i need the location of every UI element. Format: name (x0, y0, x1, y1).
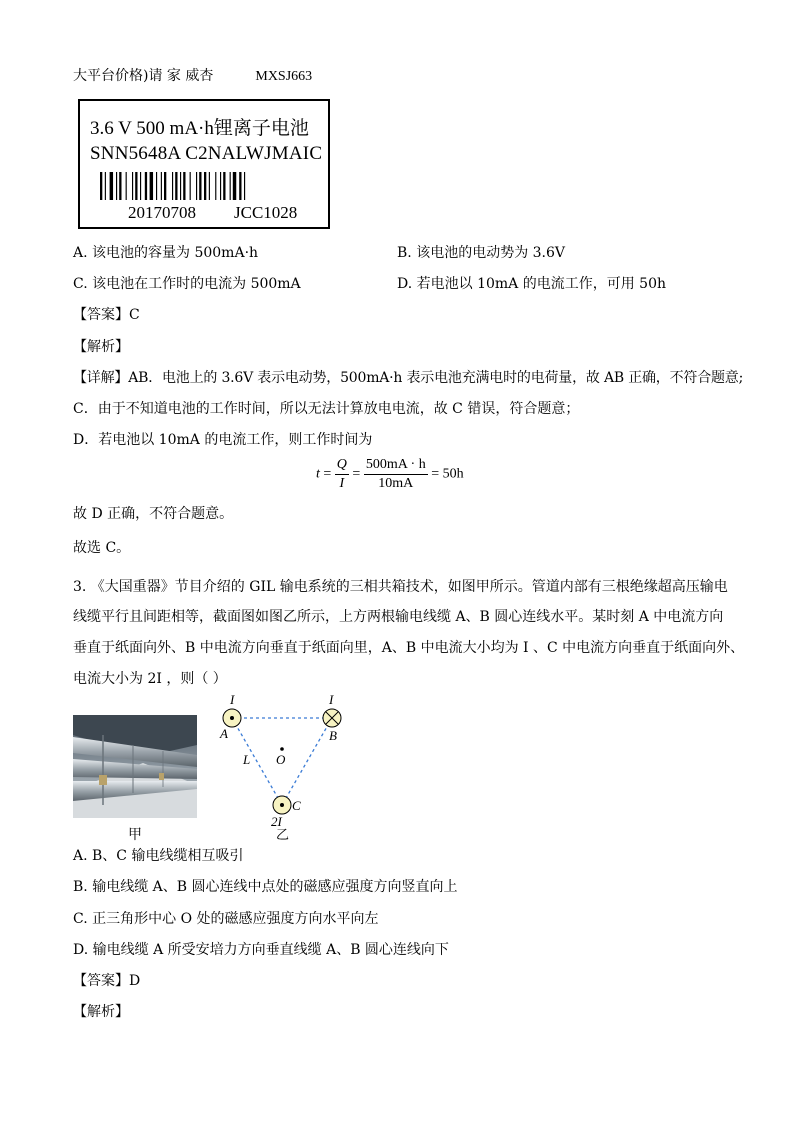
q2-formula: t = $\frac{Q}{I}$ = $\frac{500mA \cdot h}{10mA}$ = 50h (316, 457, 464, 491)
q3-stem-4: 电流大小为 2I ，则（ ） (73, 671, 227, 687)
formula-result: = 50h (431, 466, 464, 482)
current-a-label: I (230, 692, 235, 707)
cable-c-dot-icon (280, 803, 284, 807)
side-ac-line (232, 718, 282, 805)
battery-label-line1: 3.6 V 500 mA·h锂离子电池 (90, 118, 309, 139)
battery-label-date: 20170708 (128, 203, 196, 222)
q2-option-a: A. 该电池的容量为 500mA·h (73, 245, 259, 261)
q2-option-c: C. 该电池在工作时的电流为 500mA (73, 276, 301, 292)
figure-jia-caption: 甲 (128, 827, 142, 843)
formula-numerator: 500mA · h (364, 456, 428, 475)
side-bc-line (282, 718, 332, 805)
length-l-label: L (243, 752, 251, 767)
q2-detail-4: 故 D 正确，不符合题意。 (73, 506, 234, 522)
q3-stem-3: 垂直于纸面向外、B 中电流方向垂直于纸面向里，A、B 中电流大小均为 I 、C 中电流方向垂直于纸面向外、 (73, 640, 745, 656)
battery-label-line4 (128, 203, 297, 223)
point-a-label: A (220, 726, 228, 741)
cable-cross-section-diagram (210, 692, 350, 842)
q2-detail-1: 【详解】AB．电池上的 3.6V 表示电动势，500mA·h 表示电池充满电时的电荷量，故 AB 正确，不符合题意; (73, 370, 744, 386)
formula-i: I (339, 476, 345, 491)
point-b-label: B (329, 728, 337, 743)
gil-tunnel-photo (73, 715, 197, 818)
battery-label-figure (78, 99, 330, 229)
formula-q-over-i (335, 456, 349, 493)
q3-option-b: B. 输电线缆 A、B 圆心连线中点处的磁感应强度方向竖直向上 (73, 879, 458, 895)
q3-option-d: D. 输电线缆 A 所受安培力方向垂直线缆 A、B 圆心连线向下 (73, 942, 449, 958)
header-text: 大平台价格)请 家 威杏 (73, 68, 214, 84)
barcode-image (100, 172, 308, 200)
q3-option-a: A. B、C 输电线缆相互吸引 (73, 848, 244, 864)
point-o-label: O (276, 752, 286, 767)
current-c-label: 2I (271, 814, 282, 829)
formula-value-fraction (364, 456, 428, 493)
formula-lhs: t (316, 466, 320, 482)
current-b-label: I (329, 692, 334, 707)
formula-q: Q (335, 456, 349, 475)
cable-a-dot-icon (230, 716, 234, 720)
point-c-label: C (292, 798, 301, 813)
page-header (73, 66, 312, 87)
q2-detail-2: C．由于不知道电池的工作时间，所以无法计算放电电流，故 C 错误，符合题意； (73, 401, 580, 417)
q3-analysis-heading: 【解析】 (73, 1004, 129, 1020)
q3-stem-1: 3. 《大国重器》节目介绍的 GIL 输电系统的三相共箱技术，如图甲所示。管道内部有三根绝缘超高压输电 (73, 579, 728, 595)
q3-option-c: C. 正三角形中心 O 处的磁感应强度方向水平向左 (73, 911, 379, 927)
q3-stem-2: 线缆平行且间距相等，截面图如图乙所示，上方两根输电线缆 A、B 圆心连线水平。某时刻 A 中电流方向 (73, 609, 724, 625)
battery-label-line2: SNN5648A C2NALWJMAIC (90, 143, 323, 164)
q2-option-d: D. 若电池以 10mA 的电流工作，可用 50h (397, 276, 667, 292)
q2-analysis-heading: 【解析】 (73, 339, 129, 355)
battery-label-code: JCC1028 (234, 203, 298, 222)
figure-yi-caption: 乙 (276, 827, 290, 842)
q2-detail-3: D．若电池以 10mA 的电流工作，则工作时间为 (73, 432, 373, 448)
q3-answer: 【答案】D (73, 973, 141, 989)
q2-answer: 【答案】C (73, 307, 140, 323)
q2-conclusion: 故选 C。 (73, 540, 131, 556)
q2-option-b: B. 该电池的电动势为 3.6V (397, 245, 566, 261)
center-o-dot (280, 747, 284, 751)
header-code: MXSJ663 (255, 69, 313, 84)
formula-denominator: 10mA (378, 476, 414, 491)
